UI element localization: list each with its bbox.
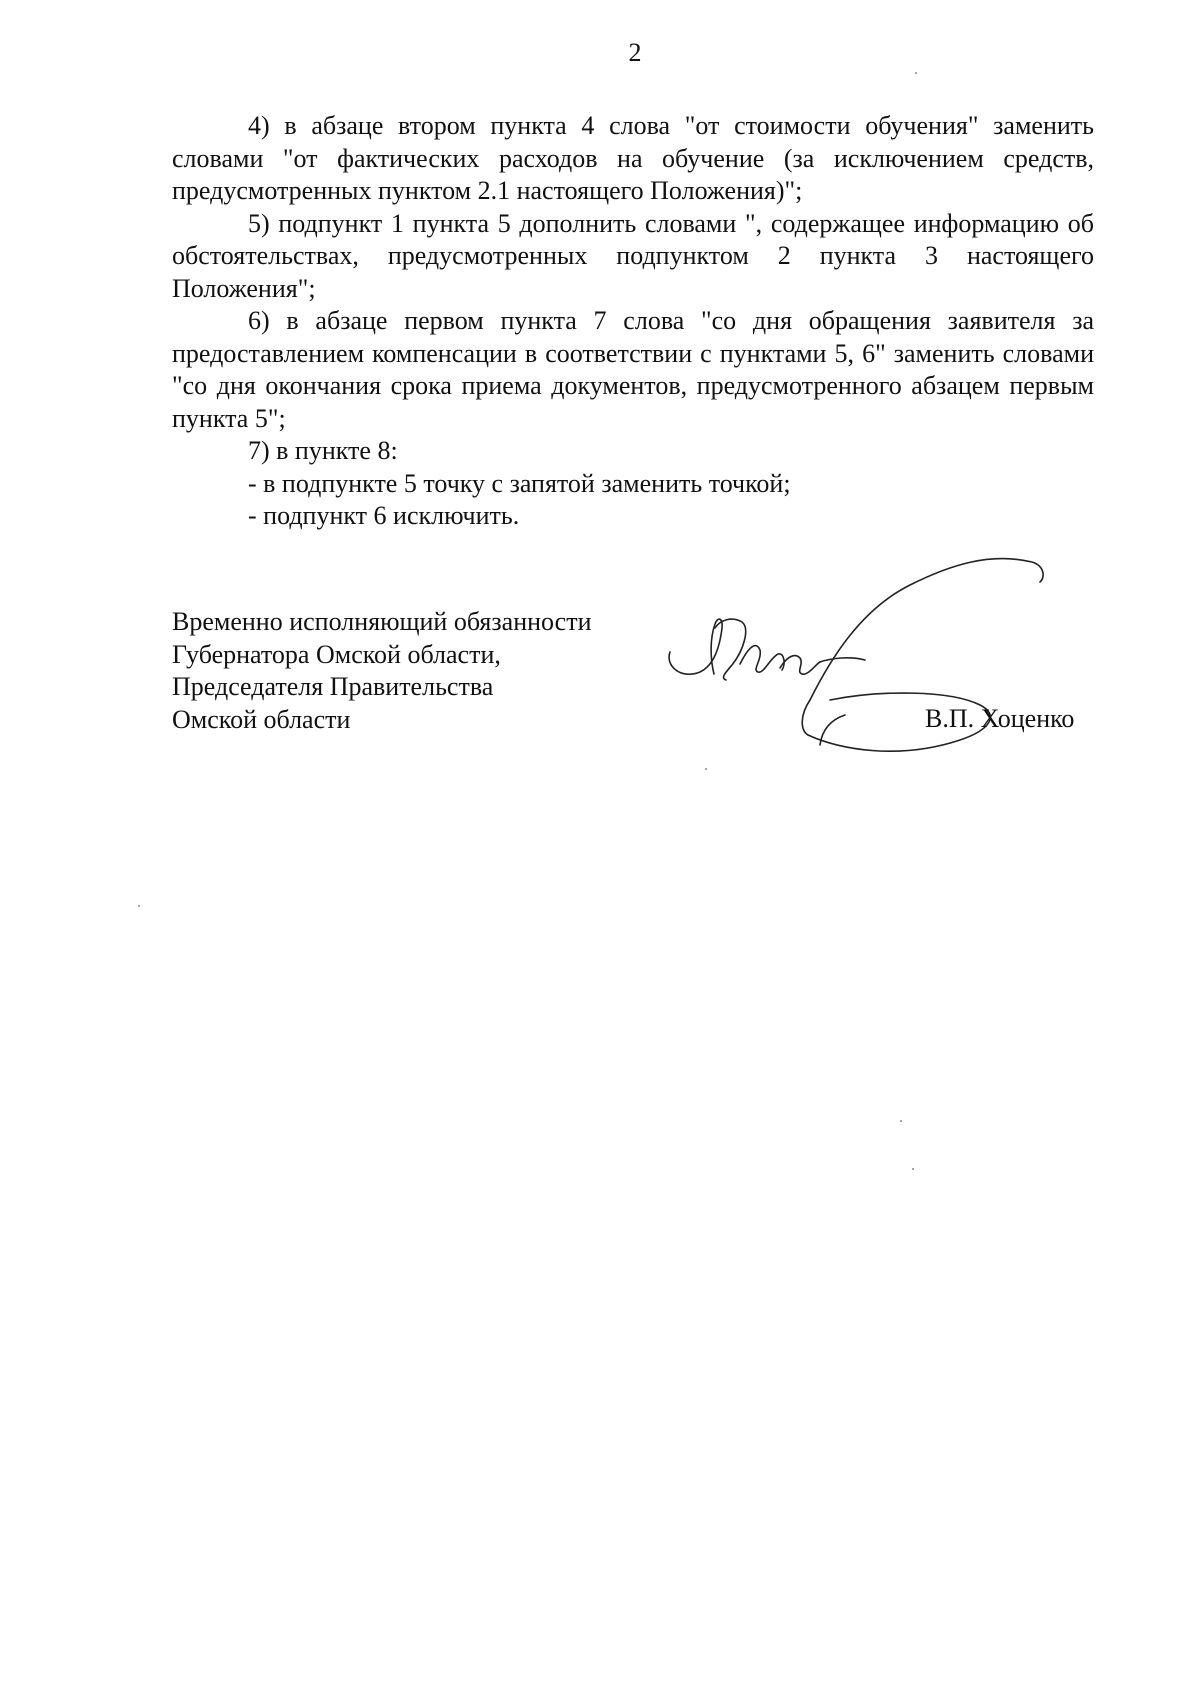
amendment-item-5: 5) подпункт 1 пункта 5 дополнить словами ", содержащее информацию об обстоятельствах, предусмотренных подпунктом 2 пункта 3 настоящего Положения"; xyxy=(172,208,1094,303)
signatory-title-line: Омской области xyxy=(172,704,351,734)
handwritten-signature xyxy=(660,540,1080,770)
scan-speck xyxy=(138,905,140,907)
signatory-title-line: Председателя Правительства xyxy=(172,672,494,701)
page-number: 2 xyxy=(628,38,642,67)
scan-speck xyxy=(705,768,707,770)
amendment-item-6: 6) в абзаце первом пункта 7 слова "со дня обращения заявителя за предоставлением компенсации в соответствии с пунктами 5, 6" заменить словами "со дня окончания срока приема документов, предусмотренного абзацем первым пункта 5"; xyxy=(172,306,1094,433)
document-body xyxy=(172,110,1094,533)
amendment-item-7: 7) в пункте 8: xyxy=(248,436,398,465)
signer-name: В.П. Хоценко xyxy=(925,704,1075,733)
amendment-item-4: 4) в абзаце втором пункта 4 слова "от стоимости обучения" заменить словами "от фактических расходов на обучение (за исключением средств, предусмотренных пунктом 2.1 настоящего Положения)"; xyxy=(172,111,1094,205)
signatory-title-line: Губернатора Омской области, xyxy=(172,639,501,669)
scan-speck xyxy=(912,1168,914,1170)
scan-speck xyxy=(900,1120,902,1122)
signatory-title-line: Временно исполняющий обязанности xyxy=(172,607,592,636)
scan-speck xyxy=(915,72,917,74)
signatory-title xyxy=(172,606,592,736)
amendment-subitem-2: - подпункт 6 исключить. xyxy=(248,501,520,530)
amendment-subitem-1: - в подпункте 5 точку с запятой заменить точкой; xyxy=(248,468,791,498)
